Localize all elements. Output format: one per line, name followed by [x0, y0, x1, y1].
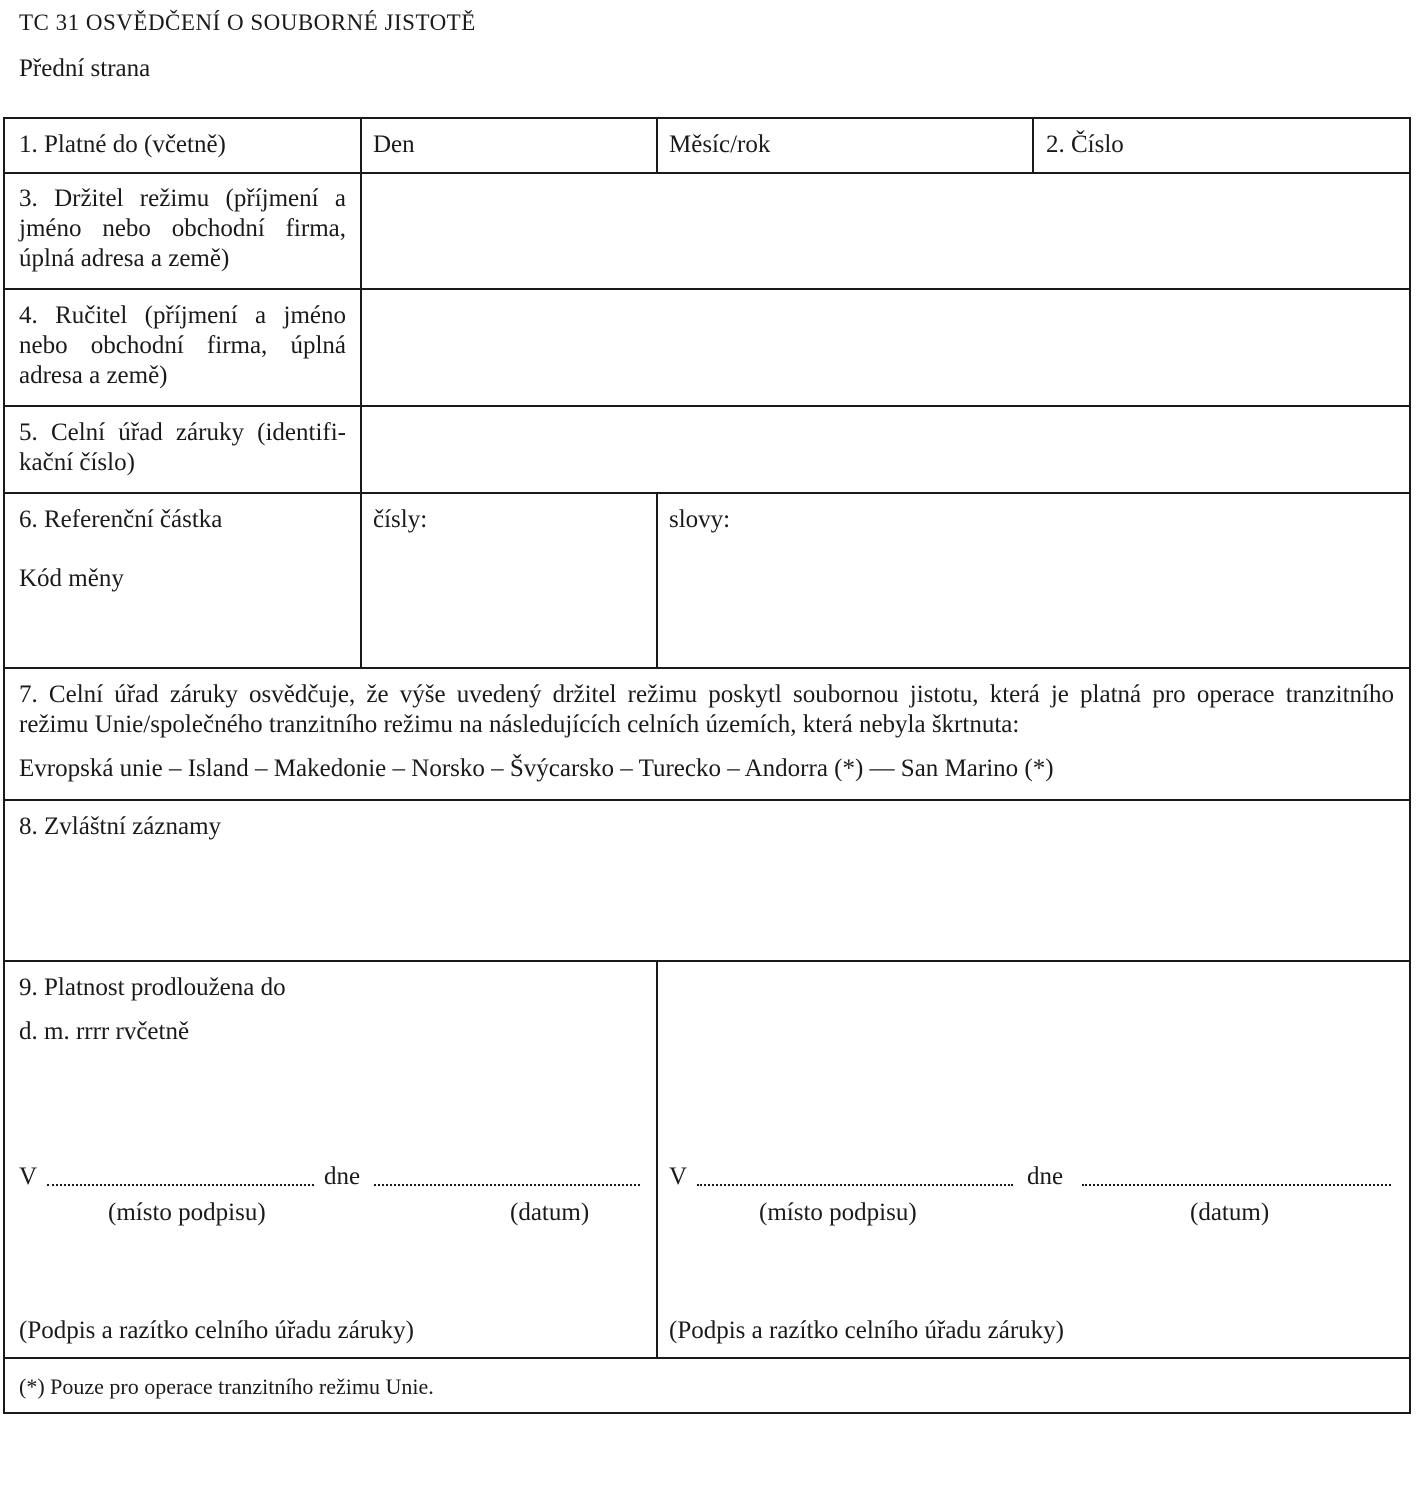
- holder-label-line: 3. Držitel režimu (příjmení a: [19, 185, 346, 212]
- place-prefix: V: [19, 1163, 38, 1190]
- date-field[interactable]: [1082, 1184, 1391, 1186]
- grid-line: [656, 960, 658, 1359]
- place-caption: (místo podpisu): [759, 1199, 917, 1226]
- grid-line: [3, 1412, 1411, 1414]
- place-field[interactable]: [47, 1184, 314, 1186]
- place-prefix: V: [669, 1163, 688, 1190]
- holder-label-line: úplná adresa a země): [19, 245, 230, 272]
- amount-words-field[interactable]: [658, 494, 1409, 667]
- date-caption: (datum): [1190, 1199, 1270, 1226]
- guarantor-label-line: 4. Ručitel (příjmení a jméno: [19, 302, 346, 329]
- office-label-line: 5. Celní úřad záruky (identifi-: [19, 419, 346, 446]
- special-entries-label: 8. Zvláštní záznamy: [19, 813, 222, 840]
- extension-date-format: d. m. rrrr rvčetně: [19, 1018, 190, 1045]
- guarantor-field[interactable]: [362, 290, 1409, 405]
- grid-line: [3, 117, 5, 1414]
- signature-stamp-caption: (Podpis a razítko celního úřadu záruky): [19, 1317, 415, 1344]
- guarantor-label-line: adresa a země): [19, 362, 168, 389]
- date-field[interactable]: [374, 1184, 640, 1186]
- validity-label: 1. Platné do (včetně): [19, 131, 226, 158]
- form-side-label: Přední strana: [19, 55, 151, 82]
- month-year-field[interactable]: [658, 119, 1032, 172]
- guarantor-label-line: nebo obchodní firma, úplná: [19, 332, 346, 359]
- day-label: Den: [373, 131, 415, 158]
- grid-line: [3, 667, 1411, 669]
- holder-label-line: jméno nebo obchodní firma,: [19, 215, 346, 242]
- day-field[interactable]: [362, 119, 656, 172]
- amount-figures-label: čísly:: [373, 506, 428, 533]
- place-caption: (místo podpisu): [108, 1199, 266, 1226]
- grid-line: [3, 960, 1411, 962]
- grid-line: [3, 799, 1411, 801]
- date-prefix: dne: [324, 1163, 361, 1190]
- form-title: TC 31 OSVĚDČENÍ O SOUBORNÉ JISTOTĚ: [19, 10, 476, 35]
- special-entries-field[interactable]: [5, 845, 1409, 960]
- place-field[interactable]: [697, 1184, 1013, 1186]
- certification-text-line: režimu Unie/společného tranzitního režimu na následujících celních územích, která nebyla škrtnuta:: [19, 711, 1020, 738]
- footnote: (*) Pouze pro operace tranzitního režimu Unie.: [19, 1374, 434, 1399]
- extension-label: 9. Platnost prodloužena do: [19, 974, 286, 1001]
- number-label: 2. Číslo: [1046, 131, 1124, 158]
- grid-line: [3, 1357, 1411, 1359]
- month-year-label: Měsíc/rok: [669, 131, 771, 158]
- currency-code-label: Kód měny: [19, 565, 124, 592]
- office-label-line: kační číslo): [19, 449, 135, 476]
- signature-stamp-caption: (Podpis a razítko celního úřadu záruky): [669, 1317, 1065, 1344]
- date-prefix: dne: [1027, 1163, 1064, 1190]
- territories-list: Evropská unie – Island – Makedonie – Norsko – Švýcarsko – Turecko – Andorra (*) — San Marino (*): [19, 755, 1054, 782]
- date-caption: (datum): [510, 1199, 590, 1226]
- holder-field[interactable]: [362, 174, 1409, 288]
- grid-line: [1032, 117, 1034, 174]
- certification-text-line: 7. Celní úřad záruky osvědčuje, že výše uvedený držitel režimu poskytl soubornou jistotu, která je platná pro operace tranzitního: [19, 681, 1394, 708]
- reference-amount-label: 6. Referenční částka: [19, 506, 223, 533]
- grid-line: [1409, 117, 1411, 1414]
- office-id-field[interactable]: [362, 407, 1409, 492]
- amount-figures-field[interactable]: [362, 494, 656, 667]
- amount-words-label: slovy:: [669, 506, 731, 533]
